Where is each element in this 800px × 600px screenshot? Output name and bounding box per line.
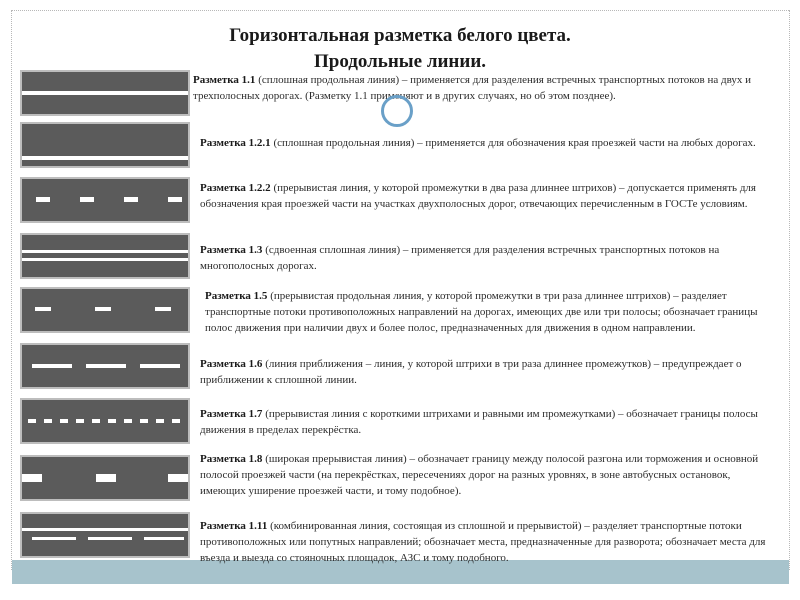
marking-1-1-text: (сплошная продольная линия) – применяется для разделения встречных транспортных потоков на двух и трехполосных дорогах. (Разметку 1.1 применяют и в других случаях, но об этом позднее). [193, 74, 752, 102]
marking-1-1-swatch [20, 70, 190, 116]
marking-1-3-text: (сдвоенная сплошная линия) – применяется для разделения встречных транспортных потоков на многополосных дорогах. [200, 244, 720, 272]
marking-1-2-2-name: Разметка 1.2.2 [200, 182, 271, 194]
marking-1-2-1-text: (сплошная продольная линия) – применяется для обозначения края проезжей части на любых дорогах. [270, 137, 756, 149]
marking-1-11-text: (комбинированная линия, состоящая из сплошной и прерывистой) – разделяет транспортные потоки противоположных или попутных направлений; обозначает места, предназначенные для разворота; обозначает места для въезда и выезда со стояночных площадок, АЗС и тому подобного. [200, 520, 766, 564]
marking-1-1-name: Разметка 1.1 [193, 74, 256, 86]
marking-1-2-2-description [200, 180, 768, 212]
marking-1-2-1-description [200, 135, 768, 151]
marking-1-5-text: (прерывистая продольная линия, у которой промежутки в три раза длиннее штрихов) – разделяет транспортные потоки противоположных направлений на дорогах, имеющих две или три полосы; обозначает границы полос движения при наличии двух и более полос, предназначенных для движения в одном направлении. [205, 290, 758, 334]
marking-1-1-description [193, 72, 768, 104]
marking-1-11-name: Разметка 1.11 [200, 520, 268, 532]
marking-1-2-1-swatch [20, 122, 190, 168]
marking-1-5-description [205, 288, 768, 336]
cursor-highlight-circle [381, 95, 413, 127]
slide-frame-left [11, 10, 12, 570]
marking-1-8-description [200, 451, 768, 499]
marking-1-3-description [200, 242, 768, 274]
marking-1-2-2-swatch [20, 177, 190, 223]
marking-1-7-name: Разметка 1.7 [200, 408, 263, 420]
marking-1-3-swatch [20, 233, 190, 279]
marking-1-8-text: (широкая прерывистая линия) – обозначает границу между полосой разгона или торможения и основной полосой проезжей части (на перекрёстках, пересечениях дорог на разных уровнях, в зоне автобусных остановок, имеющих уширение проезжей части, и тому подобное). [200, 453, 759, 497]
marking-1-11-swatch [20, 512, 190, 558]
marking-1-8-swatch [20, 455, 190, 501]
slide-subtitle: Продольные линии. [313, 51, 487, 72]
marking-1-11-description [200, 518, 768, 566]
marking-1-6-swatch [20, 343, 190, 389]
slide-frame-right [789, 10, 790, 570]
marking-1-8-name: Разметка 1.8 [200, 453, 263, 465]
marking-1-3-name: Разметка 1.3 [200, 244, 263, 256]
marking-1-6-description [200, 356, 768, 388]
marking-1-7-swatch [20, 398, 190, 444]
marking-1-7-description [200, 406, 768, 438]
marking-1-2-2-text: (прерывистая линия, у которой промежутки в два раза длиннее штрихов) – допускается применять для обозначения края проезжей части на участках двухполосных дорог, отвечающих перечисленным в ГОСТе условиям. [200, 182, 756, 210]
slide-frame-top [11, 10, 789, 11]
slide-title: Горизонтальная разметка белого цвета. [229, 25, 571, 46]
marking-1-5-name: Разметка 1.5 [205, 290, 268, 302]
marking-1-5-swatch [20, 287, 190, 333]
marking-1-7-text: (прерывистая линия с короткими штрихами и равными им промежутками) – обозначает границы полосы движения в пределах перекрёстка. [200, 408, 758, 436]
marking-1-6-text: (линия приближения – линия, у которой штрихи в три раза длиннее промежутков) – предупреждает о приближении к сплошной линии. [200, 358, 742, 386]
marking-1-6-name: Разметка 1.6 [200, 358, 263, 370]
marking-1-2-1-name: Разметка 1.2.1 [200, 137, 271, 149]
